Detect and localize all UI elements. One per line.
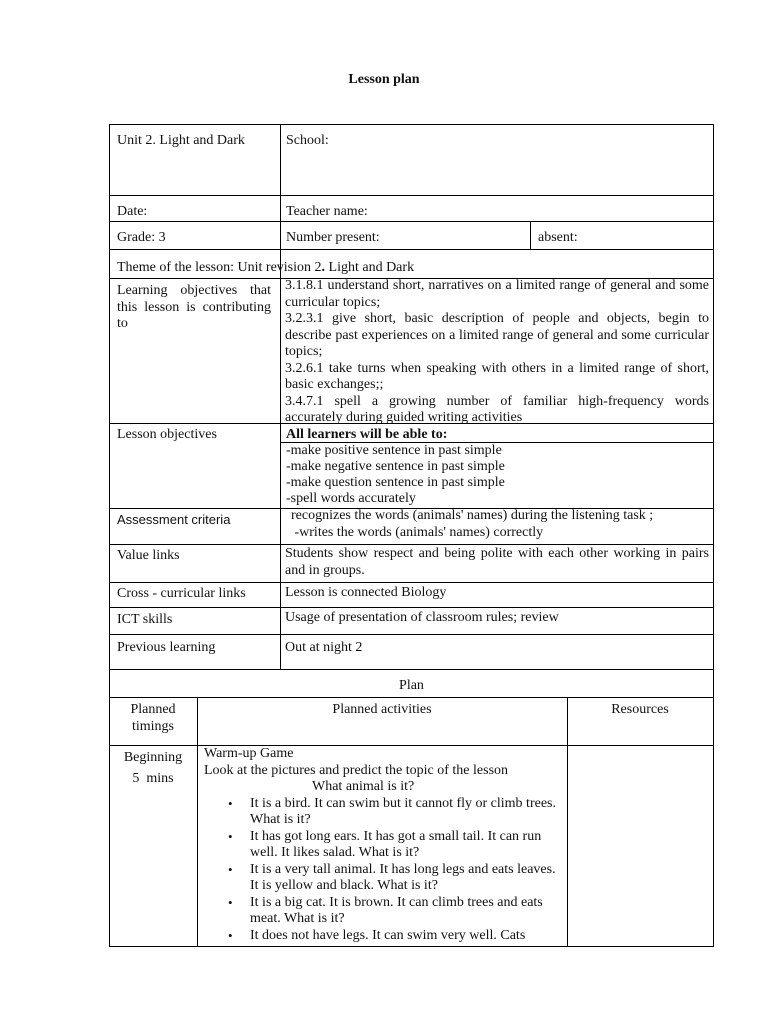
- teacher-name-label: Teacher name:: [286, 204, 368, 219]
- list-item: • It is a bird. It can swim but it cannot fly or climb trees. What is it?: [204, 796, 556, 829]
- list-item: • It has got long ears. It has got a small tail. It can run well. It likes salad. What is it?: [204, 829, 556, 862]
- learning-objective-item: 3.2.3.1 give short, basic description of people and objects, begin to describe past experiences on a limited range of general and some curricular topics;: [285, 311, 709, 359]
- grade-label: Grade: 3: [117, 230, 166, 245]
- column-header-activities: Planned activities: [332, 702, 432, 717]
- document-title: Lesson plan: [348, 72, 420, 87]
- school-label: School:: [286, 133, 329, 148]
- list-item: • It is a big cat. It is brown. It can climb trees and eats meat. What is it?: [204, 895, 556, 928]
- lesson-objective-item: -make positive sentence in past simple: [286, 443, 502, 458]
- riddle-list: [204, 796, 556, 945]
- lesson-objective-item: -make question sentence in past simple: [286, 475, 505, 490]
- column-header-resources: Resources: [611, 702, 669, 717]
- activity-title: Warm-up Game: [204, 746, 294, 761]
- previous-learning-label: Previous learning: [117, 640, 216, 655]
- ict-skills-label: ICT skills: [117, 612, 173, 627]
- learning-objective-item: 3.1.8.1 understand short, narratives on a limited range of general and some curricular topics;: [285, 278, 709, 310]
- assessment-item: -writes the words (animals' names) correctly: [291, 524, 544, 540]
- learning-objective-item: 3.4.7.1 spell a growing number of familiar high-frequency words accurately during guided writing activities: [285, 393, 709, 425]
- ict-skills-text: Usage of presentation of classroom rules; review: [285, 610, 559, 625]
- cross-curricular-text: Lesson is connected Biology: [285, 585, 447, 600]
- list-item: • It does not have legs. It can swim very well. Cats: [204, 928, 556, 945]
- lesson-objectives-list: [286, 443, 706, 507]
- list-item: • It is a very tall animal. It has long legs and eats leaves. It is yellow and black. What is it?: [204, 862, 556, 895]
- number-present-label: Number present:: [286, 230, 380, 245]
- learning-objectives-list: [285, 278, 709, 427]
- lesson-objectives-heading: All learners will be able to:: [286, 427, 448, 442]
- cross-curricular-label: Cross - curricular links: [117, 586, 246, 601]
- lesson-objective-item: -make negative sentence in past simple: [286, 459, 505, 474]
- learning-objective-item: 3.2.6.1 take turns when speaking with others in a limited range of short, basic exchanges;;: [285, 360, 709, 392]
- activity-block: [204, 746, 560, 944]
- assessment-criteria-list: [291, 508, 711, 541]
- assessment-item: recognizes the words (animals' names) during the listening task ;: [291, 508, 654, 523]
- activity-intro: Look at the pictures and predict the topic of the lesson: [204, 762, 509, 778]
- column-header-timings: Planned timings: [130, 702, 176, 734]
- value-links-label: Value links: [117, 548, 180, 563]
- stage-duration: 5 mins: [132, 771, 174, 786]
- absent-label: absent:: [538, 230, 578, 245]
- plan-heading: Plan: [399, 678, 424, 693]
- lesson-objective-item: -spell words accurately: [286, 491, 416, 506]
- assessment-criteria-label: Assessment criteria: [117, 512, 231, 527]
- unit-name: Unit 2. Light and Dark: [117, 133, 245, 148]
- date-label: Date:: [117, 204, 148, 219]
- previous-learning-text: Out at night 2: [285, 640, 363, 655]
- stage-name: Beginning: [123, 750, 183, 765]
- value-links-text: Students show respect and being polite with each other working in pairs and in groups.: [285, 546, 709, 578]
- activity-question: What animal is it?: [312, 779, 415, 794]
- lesson-objectives-label: Lesson objectives: [117, 427, 217, 442]
- learning-objectives-label: Learning objectives that this lesson is contributing to: [117, 283, 271, 331]
- lesson-theme: Theme of the lesson: Unit revision 2. Light and Dark: [117, 260, 415, 275]
